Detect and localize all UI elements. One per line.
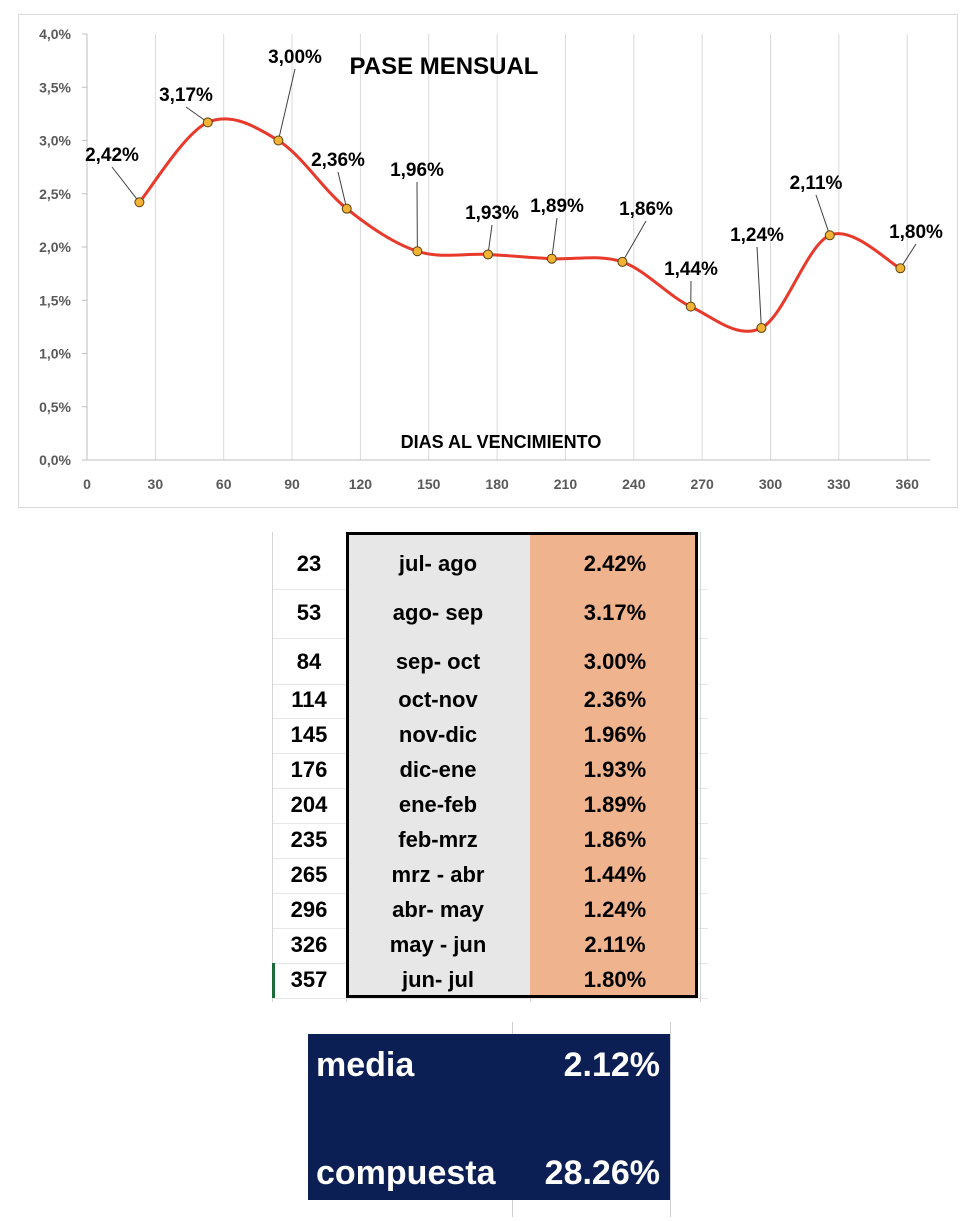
- data-label: 3,17%: [159, 85, 213, 106]
- x-tick-label: 0: [83, 476, 91, 492]
- leader-line: [816, 195, 830, 235]
- data-point: [825, 231, 834, 240]
- data-label: 1,24%: [730, 225, 784, 246]
- x-tick-label: 150: [417, 476, 441, 492]
- data-label: 2,11%: [789, 173, 843, 194]
- rate-cell[interactable]: 1.44%: [583, 862, 647, 887]
- days-cell[interactable]: 145: [290, 722, 328, 747]
- period-cell[interactable]: mrz - abr: [391, 862, 485, 887]
- period-cell[interactable]: oct-nov: [398, 687, 478, 712]
- days-cell[interactable]: 357: [290, 967, 328, 992]
- y-tick-label: 3,0%: [39, 132, 71, 149]
- x-tick-label: 330: [827, 476, 851, 492]
- data-label: 1,80%: [889, 222, 943, 243]
- x-tick-label: 120: [348, 476, 373, 492]
- x-tick-label: 90: [284, 476, 300, 492]
- rate-cell[interactable]: 1.96%: [583, 722, 647, 747]
- period-cell[interactable]: abr- may: [392, 897, 484, 922]
- table-row: [272, 928, 708, 963]
- data-point: [618, 257, 627, 266]
- rate-cell[interactable]: 1.93%: [583, 757, 647, 782]
- media-label: media: [316, 1046, 415, 1084]
- y-tick-label: 3,5%: [39, 79, 71, 96]
- data-label: 3,00%: [268, 47, 322, 68]
- x-tick-label: 180: [485, 476, 509, 492]
- data-label: 1,93%: [465, 203, 519, 224]
- period-cell[interactable]: ene-feb: [398, 792, 478, 817]
- data-point: [483, 250, 492, 259]
- line-chart: [1, 1, 980, 521]
- grid-line: [670, 1022, 671, 1217]
- data-table: [272, 532, 708, 1002]
- compuesta-label: compuesta: [316, 1154, 496, 1192]
- rate-cell[interactable]: 3.00%: [583, 649, 647, 674]
- table-row: [272, 589, 708, 638]
- data-point: [413, 247, 422, 256]
- table-row: [272, 858, 708, 893]
- rate-cell[interactable]: 3.17%: [583, 600, 647, 625]
- period-cell[interactable]: feb-mrz: [398, 827, 478, 852]
- period-cell[interactable]: sep- oct: [395, 649, 481, 674]
- period-cell[interactable]: jul- ago: [398, 551, 478, 576]
- y-tick-label: 0,5%: [39, 398, 71, 415]
- x-tick-label: 30: [147, 476, 164, 492]
- days-cell[interactable]: 235: [290, 827, 328, 852]
- period-cell[interactable]: nov-dic: [398, 722, 478, 747]
- rate-cell[interactable]: 1.24%: [583, 897, 647, 922]
- days-cell[interactable]: 326: [290, 932, 328, 957]
- table-row: [272, 788, 708, 823]
- rate-cell[interactable]: 2.11%: [584, 932, 646, 957]
- x-tick-label: 300: [758, 476, 783, 492]
- days-cell[interactable]: 204: [290, 792, 328, 817]
- days-cell[interactable]: 176: [290, 757, 328, 782]
- period-cell[interactable]: dic-ene: [399, 757, 477, 782]
- data-label: 2,42%: [85, 145, 139, 166]
- x-tick-label: 60: [215, 476, 232, 492]
- days-cell[interactable]: 265: [290, 862, 328, 887]
- data-point: [547, 254, 556, 263]
- data-point: [274, 136, 283, 145]
- rate-cell[interactable]: 2.42%: [583, 551, 647, 576]
- period-cell[interactable]: jun- jul: [401, 967, 475, 992]
- rate-cell[interactable]: 2.36%: [583, 687, 647, 712]
- days-cell[interactable]: 296: [290, 897, 328, 922]
- leader-line: [112, 167, 139, 202]
- rate-cell[interactable]: 1.89%: [583, 792, 647, 817]
- leader-line: [552, 218, 557, 259]
- y-tick-label: 2,0%: [39, 239, 71, 255]
- table-row: [272, 893, 708, 928]
- data-label: 1,96%: [390, 160, 444, 181]
- data-label: 2,36%: [311, 150, 365, 171]
- summary-box: [308, 1034, 670, 1200]
- data-point: [203, 118, 212, 127]
- data-label: 1,89%: [530, 196, 584, 217]
- table-row: [272, 683, 708, 718]
- table-row: [272, 718, 708, 753]
- compuesta-value: 28.26%: [544, 1154, 660, 1192]
- rate-cell[interactable]: 1.80%: [583, 967, 647, 992]
- leader-line: [757, 247, 761, 328]
- days-cell[interactable]: 53: [296, 600, 322, 625]
- table-row: [272, 823, 708, 858]
- data-point: [135, 198, 144, 207]
- x-tick-label: 270: [690, 476, 714, 492]
- table-row: [272, 753, 708, 788]
- days-cell[interactable]: 23: [296, 551, 322, 576]
- period-cell[interactable]: ago- sep: [392, 600, 484, 625]
- table-row: [272, 963, 708, 998]
- data-label: 1,86%: [619, 199, 673, 220]
- y-tick-label: 0,0%: [39, 452, 71, 468]
- period-cell[interactable]: may - jun: [389, 932, 487, 957]
- y-tick-label: 1,0%: [39, 345, 71, 362]
- table-row: [272, 640, 708, 684]
- x-axis-title: DIAS AL VENCIMIENTO: [400, 432, 602, 452]
- data-point: [686, 302, 695, 311]
- chart-container: [18, 14, 958, 508]
- selection-marker: [272, 963, 275, 998]
- days-cell[interactable]: 84: [296, 649, 322, 674]
- rate-cell[interactable]: 1.86%: [583, 827, 647, 852]
- data-point: [757, 323, 766, 332]
- data-point: [342, 204, 351, 213]
- x-tick-label: 360: [895, 476, 919, 492]
- y-tick-label: 1,5%: [39, 292, 71, 309]
- x-tick-label: 210: [553, 476, 578, 492]
- y-tick-label: 2,5%: [39, 185, 71, 202]
- series-line: [139, 119, 900, 331]
- days-cell[interactable]: 114: [291, 687, 327, 712]
- y-tick-label: 4,0%: [39, 26, 71, 42]
- chart-title: PASE MENSUAL: [349, 53, 539, 80]
- data-point: [896, 264, 905, 273]
- x-tick-label: 240: [622, 476, 646, 492]
- table-row: [272, 540, 708, 589]
- data-label: 1,44%: [664, 259, 718, 280]
- media-value: 2.12%: [563, 1046, 660, 1084]
